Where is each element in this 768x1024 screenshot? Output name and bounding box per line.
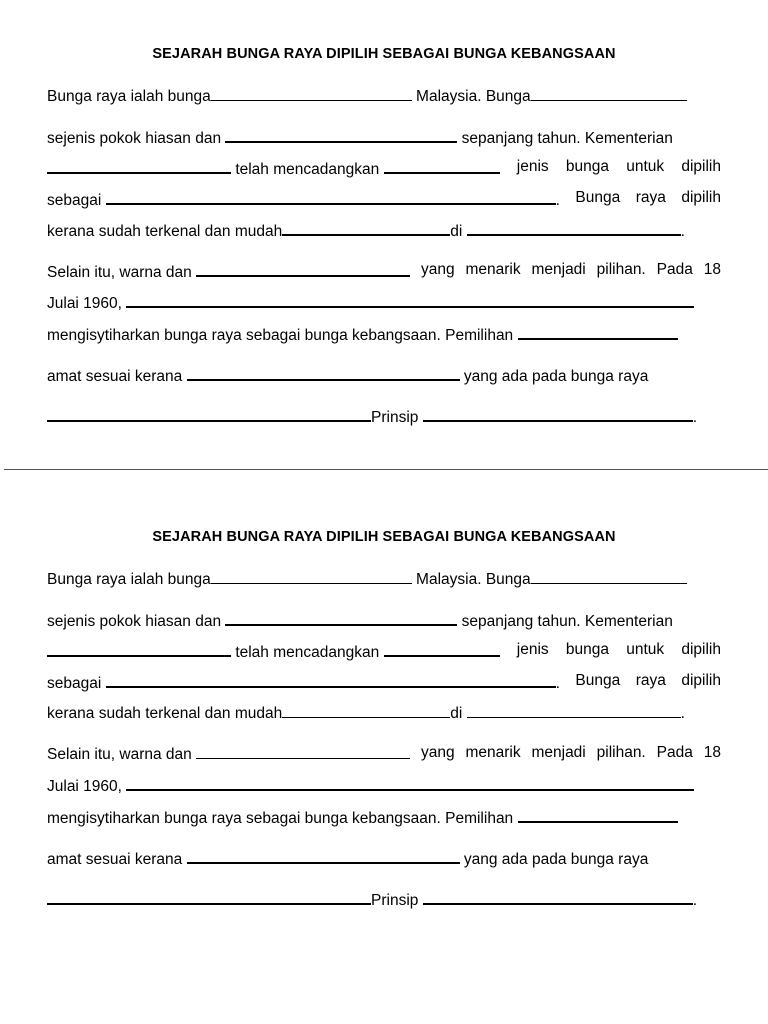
fill-in-blank[interactable]	[106, 188, 556, 205]
text: sebagai	[47, 675, 102, 692]
line-9	[47, 847, 648, 867]
text: mengisytiharkan bunga raya sebagai bunga kebangsaan. Pemilihan	[47, 810, 518, 827]
text: kerana sudah terkenal dan mudah	[47, 223, 283, 240]
line-8	[47, 323, 678, 343]
fill-in-blank[interactable]	[282, 219, 450, 236]
text: untuk	[626, 641, 665, 658]
text: Bunga raya ialah bunga	[47, 571, 211, 588]
text: kerana sudah terkenal dan mudah	[47, 705, 283, 722]
text: Julai 1960,	[47, 295, 127, 312]
text: jenis	[516, 158, 549, 175]
fill-in-blank[interactable]	[518, 323, 678, 340]
text: Malaysia. Bunga	[411, 571, 531, 588]
line-4	[47, 671, 721, 691]
text: Prinsip	[371, 892, 423, 909]
text: bunga	[565, 641, 609, 658]
worksheet-copy-2	[0, 483, 768, 953]
line-6	[47, 260, 721, 280]
text: dipilih	[681, 189, 721, 206]
line-2	[47, 609, 673, 629]
text: .	[692, 409, 697, 426]
line-2	[47, 126, 673, 146]
text: pilihan.	[596, 261, 646, 278]
text: mengisytiharkan bunga raya sebagai bunga kebangsaan. Pemilihan	[47, 327, 518, 344]
fill-in-blank[interactable]	[187, 364, 460, 381]
text: telah mencadangkan	[235, 161, 380, 178]
line-7	[47, 774, 694, 794]
line-4	[47, 188, 721, 208]
text: 18	[703, 744, 721, 761]
text: .	[680, 223, 685, 240]
fill-in-blank[interactable]	[531, 85, 687, 101]
text: menjadi	[531, 744, 586, 761]
text: di	[450, 223, 467, 240]
fill-in-blank[interactable]	[531, 568, 687, 584]
text: Bunga	[575, 189, 621, 206]
line-1	[47, 568, 687, 588]
fill-in-blank[interactable]	[467, 702, 681, 718]
text: raya	[635, 189, 666, 206]
text: menarik	[465, 261, 521, 278]
text: dipilih	[681, 672, 721, 689]
line-9	[47, 364, 648, 384]
fill-in-blank[interactable]	[47, 157, 231, 174]
worksheet-title: SEJARAH BUNGA RAYA DIPILIH SEBAGAI BUNGA KEBANGSAAN	[152, 46, 616, 62]
text: yang	[420, 744, 455, 761]
text: untuk	[626, 158, 665, 175]
fill-in-blank[interactable]	[423, 405, 693, 422]
fill-in-blank[interactable]	[384, 157, 500, 174]
text: sepanjang tahun. Kementerian	[457, 613, 673, 630]
text: menjadi	[531, 261, 586, 278]
line-8	[47, 806, 678, 826]
worksheet-title: SEJARAH BUNGA RAYA DIPILIH SEBAGAI BUNGA KEBANGSAAN	[152, 529, 616, 545]
line-7	[47, 291, 694, 311]
line-3	[47, 640, 721, 660]
fill-in-blank[interactable]	[225, 126, 457, 143]
fill-in-blank[interactable]	[126, 291, 694, 308]
text: telah mencadangkan	[235, 644, 380, 661]
text: dipilih	[681, 641, 721, 658]
fill-in-blank[interactable]	[187, 847, 460, 864]
text: dipilih	[681, 158, 721, 175]
text: yang ada pada bunga raya	[459, 851, 649, 868]
fill-in-blank[interactable]	[196, 743, 410, 759]
text: .	[692, 892, 697, 909]
text: Pada	[656, 261, 693, 278]
text: Pada	[656, 744, 693, 761]
fill-in-blank[interactable]	[423, 888, 693, 905]
fill-in-blank[interactable]	[106, 671, 556, 688]
line-10	[47, 888, 697, 908]
fill-in-blank[interactable]	[467, 219, 681, 236]
text: amat sesuai kerana	[47, 368, 187, 385]
text: sebagai	[47, 192, 102, 209]
line-3	[47, 157, 721, 177]
text: Prinsip	[371, 409, 423, 426]
text: pilihan.	[596, 744, 646, 761]
text: Julai 1960,	[47, 778, 127, 795]
text: Bunga	[575, 672, 621, 689]
fill-in-blank[interactable]	[126, 774, 694, 791]
fill-in-blank[interactable]	[282, 702, 450, 718]
text: .	[555, 192, 560, 209]
text: jenis	[516, 641, 549, 658]
page-divider	[4, 469, 768, 470]
text: amat sesuai kerana	[47, 851, 187, 868]
fill-in-blank[interactable]	[196, 260, 410, 277]
text: yang ada pada bunga raya	[459, 368, 649, 385]
fill-in-blank[interactable]	[518, 806, 678, 823]
fill-in-blank[interactable]	[211, 85, 412, 101]
text: menarik	[465, 744, 521, 761]
text: di	[450, 705, 467, 722]
fill-in-blank[interactable]	[225, 609, 457, 626]
fill-in-blank[interactable]	[384, 640, 500, 657]
line-5	[47, 702, 685, 722]
text: .	[555, 675, 560, 692]
text: sejenis pokok hiasan dan	[47, 130, 226, 147]
text: 18	[703, 261, 721, 278]
text: .	[680, 705, 685, 722]
fill-in-blank[interactable]	[211, 568, 412, 584]
text: Selain itu, warna dan	[47, 264, 197, 281]
text: Bunga raya ialah bunga	[47, 88, 211, 105]
text: Malaysia. Bunga	[411, 88, 531, 105]
text: Selain itu, warna dan	[47, 746, 197, 763]
text: yang	[420, 261, 455, 278]
fill-in-blank[interactable]	[47, 888, 371, 905]
fill-in-blank[interactable]	[47, 405, 371, 422]
line-10	[47, 405, 697, 425]
text: sepanjang tahun. Kementerian	[457, 130, 673, 147]
worksheet-copy-1	[0, 0, 768, 470]
text: raya	[635, 672, 666, 689]
fill-in-blank[interactable]	[47, 640, 231, 657]
line-6	[47, 743, 721, 763]
line-1	[47, 85, 687, 105]
text: bunga	[565, 158, 609, 175]
text: sejenis pokok hiasan dan	[47, 613, 226, 630]
line-5	[47, 219, 685, 239]
